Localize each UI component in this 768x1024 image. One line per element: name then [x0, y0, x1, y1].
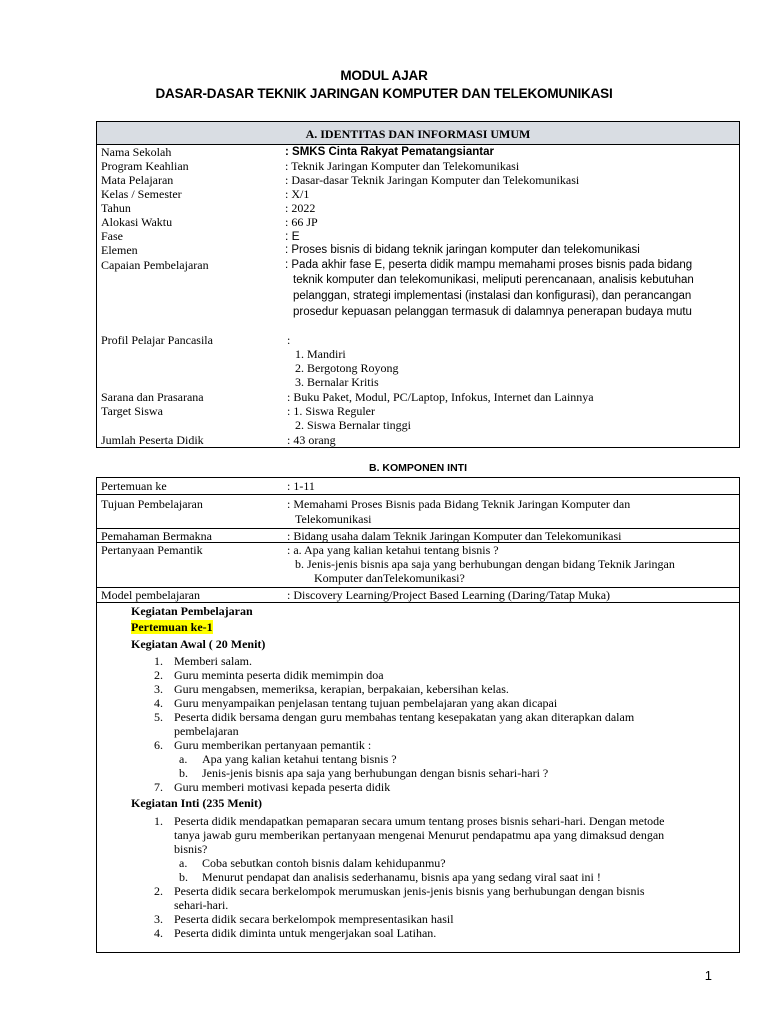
awal-item: Guru meminta peserta didik memimpin doa: [174, 668, 384, 682]
kegiatan-title: Kegiatan Pembelajaran: [131, 604, 253, 618]
page-number: 1: [704, 968, 712, 983]
target-label: Target Siswa: [101, 404, 163, 418]
pertemuan-ke1-highlight: Pertemuan ke-1: [131, 620, 213, 634]
awal-sub-item: Apa yang kalian ketahui tentang bisnis ?: [202, 752, 397, 766]
capaian-line-2: teknik komputer dan telekomunikasi, meliputi perencanaan, analisis kebutuhan: [293, 274, 694, 286]
profil-colon: :: [287, 333, 291, 347]
list-number: 1.: [154, 814, 163, 828]
list-letter: a.: [179, 752, 188, 766]
kegiatan-inti-title: Kegiatan Inti (235 Menit): [131, 796, 262, 810]
sarana-value: : Buku Paket, Modul, PC/Laptop, Infokus, Internet dan Lainnya: [287, 390, 594, 404]
awal-item: Memberi salam.: [174, 654, 252, 668]
profil-item: 1. Mandiri: [295, 347, 346, 361]
jumlah-label: Jumlah Peserta Didik: [101, 433, 204, 447]
list-number: 7.: [154, 780, 163, 794]
pertemuan-value: : 1-11: [287, 479, 315, 493]
section-b-title: B. KOMPONEN INTI: [368, 462, 467, 474]
inti-sub-b: Menurut pendapat dan analisis sederhanamu, bisnis apa yang sedang viral saat ini !: [202, 870, 601, 884]
inti-item-2-line2: sehari-hari.: [174, 898, 229, 912]
awal-sub-item: Jenis-jenis bisnis apa saja yang berhubungan dengan bisnis sehari-hari ?: [202, 766, 549, 780]
identitas-label: Mata Pelajaran: [101, 173, 174, 187]
pertemuan-label: Pertemuan ke: [101, 479, 167, 493]
list-number: 1.: [154, 654, 163, 668]
document-title: MODUL AJAR: [340, 68, 428, 83]
divider: [96, 494, 740, 495]
identitas-value: : X/1: [285, 187, 310, 201]
profil-label: Profil Pelajar Pancasila: [101, 333, 213, 347]
list-number: 2.: [154, 884, 163, 898]
divider: [96, 602, 740, 603]
identitas-label: Nama Sekolah: [101, 145, 172, 159]
identitas-label: Tahun: [101, 201, 131, 215]
list-letter: b.: [179, 870, 188, 884]
identitas-value: : SMKS Cinta Rakyat Pematangsiantar: [285, 146, 494, 158]
model-label: Model pembelajaran: [101, 588, 200, 602]
pertanyaan-a: : a. Apa yang kalian ketahui tentang bisnis ?: [287, 543, 499, 557]
tujuan-label: Tujuan Pembelajaran: [101, 497, 203, 511]
capaian-line-4: prosedur kepuasan pelanggan termasuk di dalamnya penerapan budaya mutu: [293, 306, 692, 318]
sarana-label: Sarana dan Prasarana: [101, 390, 204, 404]
list-number: 4.: [154, 926, 163, 940]
list-number: 5.: [154, 710, 163, 724]
inti-sub-a: Coba sebutkan contoh bisnis dalam kehidupanmu?: [202, 856, 446, 870]
model-value: : Discovery Learning/Project Based Learning (Daring/Tatap Muka): [287, 588, 611, 602]
awal-item: Peserta didik bersama dengan guru membahas tentang kesepakatan yang akan diterapkan dalam: [174, 710, 635, 724]
list-letter: b.: [179, 766, 188, 780]
inti-item-3: Peserta didik secara berkelompok mempresentasikan hasil: [174, 912, 454, 926]
identitas-value: : 66 JP: [285, 215, 318, 229]
identitas-label: Program Keahlian: [101, 159, 189, 173]
identitas-label: Alokasi Waktu: [101, 215, 173, 229]
pertanyaan-b: b. Jenis-jenis bisnis apa saja yang berhubungan dengan bidang Teknik Jaringan: [295, 557, 675, 571]
list-letter: a.: [179, 856, 188, 870]
target-value: : 1. Siswa Reguler: [287, 404, 375, 418]
profil-item: 2. Bergotong Royong: [295, 361, 399, 375]
kegiatan-awal-title: Kegiatan Awal ( 20 Menit): [131, 637, 266, 651]
identitas-value: : Dasar-dasar Teknik Jaringan Komputer dan Telekomunikasi: [285, 173, 580, 187]
list-number: 3.: [154, 682, 163, 696]
identitas-value: : Proses bisnis di bidang teknik jaringan komputer dan telekomunikasi: [285, 244, 640, 256]
awal-item: Guru memberikan pertanyaan pemantik :: [174, 738, 372, 752]
pemahaman-label: Pemahaman Bermakna: [101, 529, 212, 543]
awal-item: Guru menyampaikan penjelasan tentang tujuan pembelajaran yang akan dicapai: [174, 696, 558, 710]
tujuan-value-2: Telekomunikasi: [295, 512, 372, 526]
inti-item-1-line2: tanya jawab guru memberikan pertanyaan mengenai Menurut pendapatmu apa yang dimaksud dengan: [174, 828, 665, 842]
section-a-title: A. IDENTITAS DAN INFORMASI UMUM: [305, 127, 531, 141]
capaian-line-3: pelanggan, strategi implementasi (instalasi dan konfigurasi), dan perancangan: [293, 290, 692, 302]
pertanyaan-b-cont: Komputer danTelekomunikasi?: [314, 571, 465, 585]
identitas-value: : E: [285, 229, 300, 243]
target-value-2: 2. Siswa Bernalar tinggi: [295, 418, 411, 432]
identitas-label: Kelas / Semester: [101, 187, 182, 201]
identitas-value: : Teknik Jaringan Komputer dan Telekomunikasi: [285, 159, 520, 173]
list-number: 4.: [154, 696, 163, 710]
inti-item-2: Peserta didik secara berkelompok merumuskan jenis-jenis bisnis yang berhubungan dengan bisnis: [174, 884, 645, 898]
pemahaman-value: : Bidang usaha dalam Teknik Jaringan Komputer dan Telekomunikasi: [287, 529, 622, 543]
pertanyaan-label: Pertanyaan Pemantik: [101, 543, 203, 557]
document-subtitle: DASAR-DASAR TEKNIK JARINGAN KOMPUTER DAN TELEKOMUNIKASI: [155, 86, 613, 101]
list-number: 6.: [154, 738, 163, 752]
awal-item: Guru mengabsen, memeriksa, kerapian, berpakaian, kebersihan kelas.: [174, 682, 509, 696]
list-number: 2.: [154, 668, 163, 682]
inti-item-1-line3: bisnis?: [174, 842, 208, 856]
inti-item-1: Peserta didik mendapatkan pemaparan secara umum tentang proses bisnis sehari-hari. Dengan metode: [174, 814, 665, 828]
list-number: 3.: [154, 912, 163, 926]
identitas-value: : 2022: [285, 201, 316, 215]
inti-item-4: Peserta didik diminta untuk mengerjakan soal Latihan.: [174, 926, 437, 940]
awal-item: Guru memberi motivasi kepada peserta didik: [174, 780, 391, 794]
identitas-label: Fase: [101, 229, 123, 243]
identitas-label: Elemen: [101, 243, 138, 257]
jumlah-value: : 43 orang: [287, 433, 336, 447]
identitas-label: Capaian Pembelajaran: [101, 258, 209, 272]
profil-item: 3. Bernalar Kritis: [295, 375, 379, 389]
tujuan-value: : Memahami Proses Bisnis pada Bidang Teknik Jaringan Komputer dan: [287, 497, 631, 511]
awal-item: pembelajaran: [174, 724, 239, 738]
identitas-value: : Pada akhir fase E, peserta didik mampu memahami proses bisnis pada bidang: [285, 259, 693, 271]
